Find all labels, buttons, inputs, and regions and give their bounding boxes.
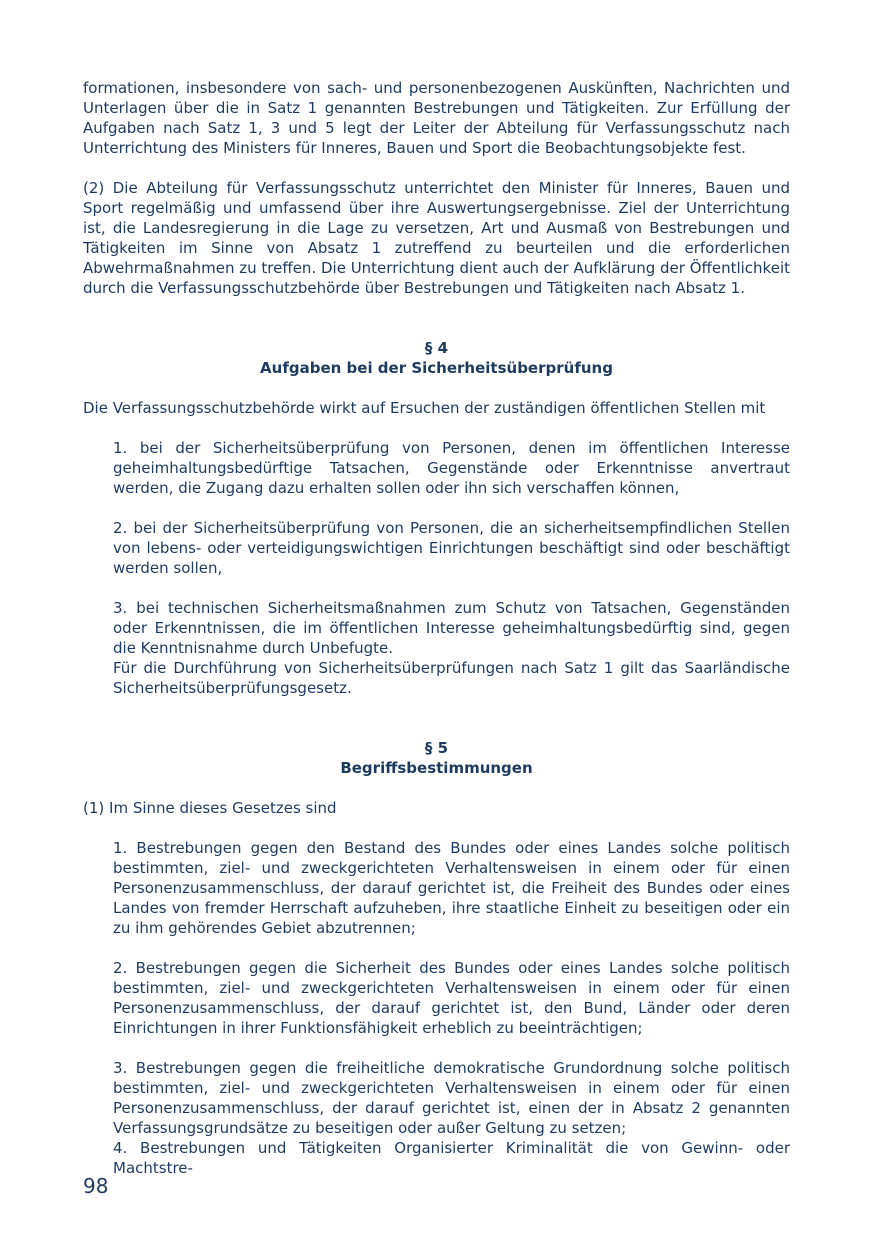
paragraph-2: (2) Die Abteilung für Verfassungsschutz unterrichtet den Minister für Inneres, Bauen und Sport regelmäßig und umfassend über ihre Auswertungsergebnisse. Ziel der Unterrichtung ist, die Landesregierung in die Lage zu versetzen, Art und Ausmaß von Bestrebungen und Tätigkeiten im Sinne von Absatz 1 zutreffend zu beurteilen und die erforderlichen Abwehrmaßnahmen zu treffen. Die Unterrichtung dient auch der Aufklärung der Öffentlichkeit durch die Verfassungsschutzbehörde über Bestrebungen und Tätigkeiten nach Absatz 1. [83, 179, 790, 297]
document-page [83, 78, 790, 1178]
section-5-item-2: 2. Bestrebungen gegen die Sicherheit des Bundes oder eines Landes solche politisch bestimmten, ziel- und zweckgerichteten Verhaltensweisen in einem oder für einen Personenzusammenschluss, der darauf gerichtet ist, den Bund, Länder oder deren Einrichtungen in ihrer Funktionsfähigkeit erheblich zu beeinträchtigen; [113, 959, 790, 1037]
section-5-item-4: 4. Bestrebungen und Tätigkeiten Organisierter Kriminalität die von Gewinn- oder Machtstre- [113, 1139, 790, 1177]
section-5-item-1: 1. Bestrebungen gegen den Bestand des Bundes oder eines Landes solche politisch bestimmten, ziel- und zweckgerichteten Verhaltensweisen in einem oder für einen Personenzusammenschluss, der darauf gerichtet ist, die Freiheit des Bundes oder eines Landes von fremder Herrschaft aufzuheben, ihre staatliche Einheit zu beseitigen oder ein zu ihm gehörendes Gebiet abzutrennen; [113, 839, 790, 937]
page-number: 98 [83, 1174, 109, 1198]
section-4-item-1: 1. bei der Sicherheitsüberprüfung von Personen, denen im öffentlichen Interesse geheimhaltungsbedürftige Tatsachen, Gegenstände oder Erkenntnisse anvertraut werden, die Zugang dazu erhalten sollen oder ihn sich verschaffen können, [113, 439, 790, 497]
section-5-title: Begriffsbestimmungen [340, 759, 533, 777]
section-5-number: § 5 [424, 739, 449, 757]
section-5-intro: (1) Im Sinne dieses Gesetzes sind [83, 799, 337, 817]
section-4-title: Aufgaben bei der Sicherheitsüberprüfung [260, 359, 613, 377]
paragraph-continuation: formationen, insbesondere von sach- und personenbezogenen Auskünften, Nachrichten und Unterlagen über die in Satz 1 genannten Bestrebungen und Tätigkeiten. Zur Erfüllung der Aufgaben nach Satz 1, 3 und 5 legt der Leiter der Abteilung für Verfassungsschutz nach Unterrichtung des Ministers für Inneres, Bauen und Sport die Beobachtungsobjekte fest. [83, 79, 790, 157]
section-4-number: § 4 [424, 339, 449, 357]
section-4-intro: Die Verfassungsschutzbehörde wirkt auf Ersuchen der zuständigen öffentlichen Stellen mit [83, 399, 766, 417]
section-5-item-3: 3. Bestrebungen gegen die freiheitliche demokratische Grundordnung solche politisch bestimmten, ziel- und zweckgerichteten Verhaltensweisen in einem oder für einen Personenzusammenschluss, der darauf gerichtet ist, einen der in Absatz 2 genannten Verfassungsgrundsätze zu beseitigen oder außer Geltung zu setzen; [113, 1059, 790, 1137]
section-4-item-2: 2. bei der Sicherheitsüberprüfung von Personen, die an sicherheitsempfindlichen Stellen von lebens- oder verteidigungswichtigen Einrichtungen beschäftigt sind oder beschäftigt werden sollen, [113, 519, 790, 577]
section-5-heading [83, 738, 790, 778]
section-4-item-3: 3. bei technischen Sicherheitsmaßnahmen zum Schutz von Tatsachen, Gegenständen oder Erkenntnissen, die im öffentlichen Interesse geheimhaltungsbedürftig sind, gegen die Kenntnisnahme durch Unbefugte. [113, 599, 790, 657]
section-4-closing: Für die Durchführung von Sicherheitsüberprüfungen nach Satz 1 gilt das Saarländische Sicherheitsüberprüfungsgesetz. [113, 659, 790, 697]
section-4-heading [83, 338, 790, 378]
